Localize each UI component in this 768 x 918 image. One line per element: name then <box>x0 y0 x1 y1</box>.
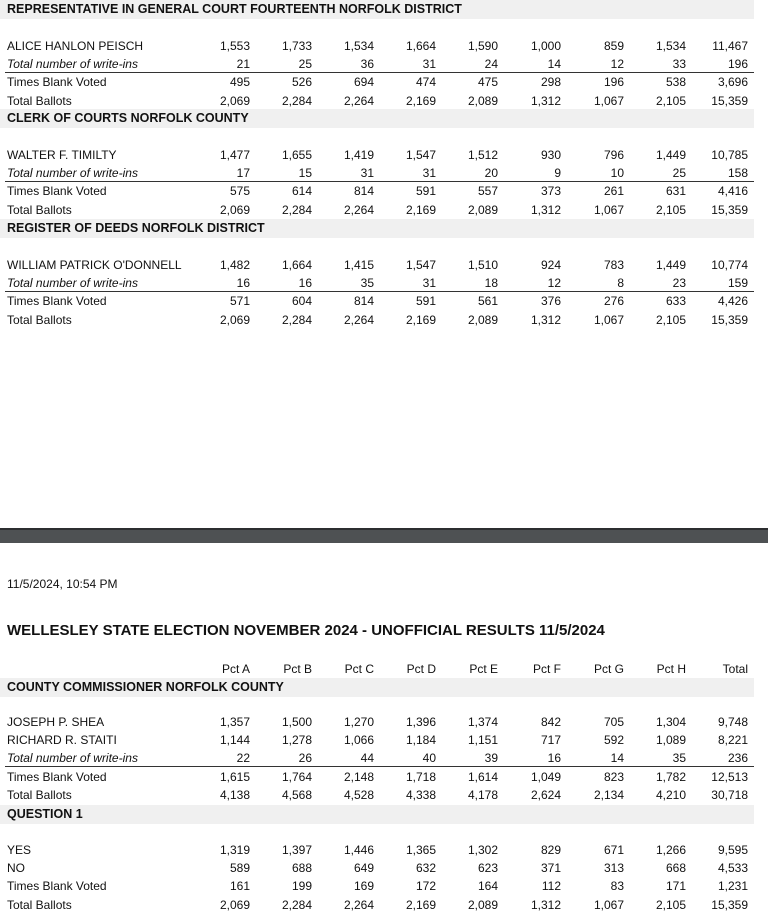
column-header-pct-d: Pct D <box>406 662 436 676</box>
cell-pct-a: 1,319 <box>219 843 250 857</box>
cell-pct-d: 2,169 <box>405 202 436 217</box>
row-label: Times Blank Voted <box>7 769 107 784</box>
cell-pct-h: 2,105 <box>655 202 686 217</box>
row-label: Times Blank Voted <box>7 75 107 90</box>
cell-pct-g: 1,067 <box>593 897 624 912</box>
cell-pct-h: 1,782 <box>655 769 686 784</box>
cell-total: 159 <box>727 276 748 291</box>
cell-pct-b: 1,764 <box>281 769 312 784</box>
cell-pct-e: 1,510 <box>467 258 498 272</box>
cell-total: 10,774 <box>711 258 748 272</box>
cell-pct-e: 623 <box>477 861 498 876</box>
cell-pct-h: 23 <box>672 276 686 291</box>
cell-pct-d: 40 <box>422 751 436 766</box>
cell-pct-c: 2,264 <box>343 93 374 108</box>
result-row-total-ballots <box>0 896 760 914</box>
cell-total: 12,513 <box>711 769 748 784</box>
cell-pct-a: 2,069 <box>219 93 250 108</box>
cell-pct-d: 632 <box>415 861 436 876</box>
cell-pct-a: 2,069 <box>219 897 250 912</box>
cell-pct-e: 561 <box>477 294 498 309</box>
column-header-pct-h: Pct H <box>656 662 686 676</box>
cell-pct-b: 688 <box>291 861 312 876</box>
cell-pct-e: 1,590 <box>467 39 498 53</box>
results-page-2 <box>0 543 768 918</box>
cell-pct-g: 8 <box>617 276 624 291</box>
row-label: Total Ballots <box>7 897 72 912</box>
cell-pct-a: 2,069 <box>219 202 250 217</box>
result-row-times-blank-voted <box>0 182 760 200</box>
cell-pct-f: 1,312 <box>530 93 561 108</box>
cell-pct-g: 671 <box>603 843 624 857</box>
result-row-total-number-of-write-ins <box>0 274 760 292</box>
cell-pct-h: 2,105 <box>655 312 686 327</box>
cell-pct-g: 1,067 <box>593 312 624 327</box>
cell-pct-c: 1,419 <box>343 148 374 162</box>
column-header-pct-g: Pct G <box>593 662 624 676</box>
section-title: CLERK OF COURTS NORFOLK COUNTY <box>0 109 754 128</box>
cell-pct-g: 14 <box>610 751 624 766</box>
cell-pct-c: 2,264 <box>343 312 374 327</box>
cell-pct-f: 1,000 <box>530 39 561 53</box>
cell-pct-b: 604 <box>291 294 312 309</box>
cell-total: 8,221 <box>717 733 748 748</box>
cell-pct-h: 1,534 <box>655 39 686 53</box>
cell-pct-b: 1,397 <box>281 843 312 857</box>
cell-pct-e: 39 <box>484 751 498 766</box>
cell-pct-h: 35 <box>672 751 686 766</box>
cell-pct-c: 814 <box>353 184 374 199</box>
cell-pct-d: 31 <box>422 276 436 291</box>
cell-pct-g: 823 <box>603 769 624 784</box>
cell-pct-c: 4,528 <box>343 787 374 802</box>
cell-pct-f: 842 <box>540 715 561 729</box>
result-row-times-blank-voted <box>0 73 760 91</box>
cell-pct-f: 717 <box>540 733 561 748</box>
cell-pct-a: 4,138 <box>219 787 250 802</box>
cell-pct-b: 2,284 <box>281 312 312 327</box>
cell-pct-b: 526 <box>291 75 312 90</box>
result-row-william-patrick-o-donnell <box>0 256 760 274</box>
cell-pct-h: 538 <box>665 75 686 90</box>
cell-pct-d: 1,547 <box>405 148 436 162</box>
cell-pct-h: 25 <box>672 166 686 181</box>
cell-pct-c: 1,066 <box>343 733 374 748</box>
cell-pct-b: 1,500 <box>281 715 312 729</box>
cell-pct-d: 1,547 <box>405 258 436 272</box>
cell-pct-f: 16 <box>547 751 561 766</box>
cell-total: 15,359 <box>711 312 748 327</box>
cell-pct-g: 1,067 <box>593 202 624 217</box>
row-label: Total Ballots <box>7 202 72 217</box>
cell-pct-f: 9 <box>554 166 561 181</box>
cell-pct-a: 1,357 <box>219 715 250 729</box>
cell-total: 3,696 <box>717 75 748 90</box>
result-row-times-blank-voted <box>0 768 760 786</box>
result-row-total-number-of-write-ins <box>0 55 760 73</box>
cell-pct-e: 1,614 <box>467 769 498 784</box>
cell-pct-e: 2,089 <box>467 312 498 327</box>
cell-pct-b: 25 <box>298 57 312 72</box>
cell-pct-f: 298 <box>540 75 561 90</box>
cell-pct-g: 859 <box>603 39 624 53</box>
cell-pct-d: 172 <box>415 879 436 894</box>
cell-pct-d: 1,718 <box>405 769 436 784</box>
cell-pct-h: 2,105 <box>655 93 686 108</box>
cell-total: 30,718 <box>711 787 748 802</box>
cell-pct-f: 924 <box>540 258 561 272</box>
cell-total: 4,426 <box>717 294 748 309</box>
result-row-total-number-of-write-ins <box>0 164 760 182</box>
result-row-total-ballots <box>0 92 760 110</box>
section-title: QUESTION 1 <box>0 805 754 824</box>
cell-pct-c: 1,415 <box>343 258 374 272</box>
section-title: REPRESENTATIVE IN GENERAL COURT FOURTEENTH NORFOLK DISTRICT <box>0 0 754 19</box>
cell-pct-f: 1,049 <box>530 769 561 784</box>
cell-pct-b: 4,568 <box>281 787 312 802</box>
row-label: JOSEPH P. SHEA <box>7 715 105 729</box>
cell-pct-b: 16 <box>298 276 312 291</box>
cell-pct-e: 1,374 <box>467 715 498 729</box>
column-header-pct-c: Pct C <box>344 662 374 676</box>
row-label: Total number of write-ins <box>7 751 138 766</box>
cell-pct-g: 83 <box>610 879 624 894</box>
row-label: YES <box>7 843 32 857</box>
row-label: WALTER F. TIMILTY <box>7 148 117 162</box>
cell-pct-b: 1,733 <box>281 39 312 53</box>
cell-pct-c: 1,534 <box>343 39 374 53</box>
cell-pct-b: 1,655 <box>281 148 312 162</box>
cell-pct-a: 17 <box>236 166 250 181</box>
row-label: Total number of write-ins <box>7 276 138 291</box>
row-label: ALICE HANLON PEISCH <box>7 39 144 53</box>
cell-pct-g: 1,067 <box>593 93 624 108</box>
cell-pct-d: 4,338 <box>405 787 436 802</box>
cell-pct-d: 474 <box>415 75 436 90</box>
result-row-joseph-p-shea <box>0 713 760 731</box>
cell-pct-d: 591 <box>415 294 436 309</box>
cell-total: 158 <box>727 166 748 181</box>
cell-pct-g: 705 <box>603 715 624 729</box>
row-label: Total Ballots <box>7 787 72 802</box>
cell-pct-e: 2,089 <box>467 897 498 912</box>
cell-pct-c: 2,264 <box>343 202 374 217</box>
cell-pct-e: 475 <box>477 75 498 90</box>
cell-pct-a: 22 <box>236 751 250 766</box>
cell-pct-d: 591 <box>415 184 436 199</box>
cell-pct-e: 164 <box>477 879 498 894</box>
cell-pct-a: 16 <box>236 276 250 291</box>
result-row-walter-f-timilty <box>0 146 760 164</box>
column-header-pct-f: Pct F <box>532 662 561 676</box>
row-label: Total number of write-ins <box>7 57 138 72</box>
cell-pct-g: 196 <box>603 75 624 90</box>
cell-pct-f: 1,312 <box>530 312 561 327</box>
cell-pct-f: 14 <box>547 57 561 72</box>
cell-pct-a: 1,477 <box>219 148 250 162</box>
cell-pct-f: 371 <box>540 861 561 876</box>
cell-pct-a: 575 <box>229 184 250 199</box>
cell-pct-c: 814 <box>353 294 374 309</box>
cell-pct-e: 557 <box>477 184 498 199</box>
cell-total: 15,359 <box>711 202 748 217</box>
cell-pct-e: 1,151 <box>467 733 498 748</box>
cell-pct-g: 276 <box>603 294 624 309</box>
cell-pct-e: 2,089 <box>467 93 498 108</box>
cell-pct-f: 2,624 <box>530 787 561 802</box>
cell-pct-f: 930 <box>540 148 561 162</box>
cell-pct-b: 2,284 <box>281 897 312 912</box>
cell-pct-f: 12 <box>547 276 561 291</box>
row-label: Times Blank Voted <box>7 294 107 309</box>
cell-pct-a: 1,482 <box>219 258 250 272</box>
column-header-pct-b: Pct B <box>283 662 312 676</box>
result-row-no <box>0 859 760 877</box>
cell-pct-g: 592 <box>603 733 624 748</box>
result-row-total-ballots <box>0 201 760 219</box>
cell-pct-h: 631 <box>665 184 686 199</box>
cell-pct-e: 1,512 <box>467 148 498 162</box>
cell-pct-d: 1,365 <box>405 843 436 857</box>
cell-pct-g: 796 <box>603 148 624 162</box>
cell-pct-h: 4,210 <box>655 787 686 802</box>
cell-pct-c: 2,148 <box>343 769 374 784</box>
result-row-yes <box>0 841 760 859</box>
cell-pct-a: 2,069 <box>219 312 250 327</box>
column-header-total: Total <box>722 662 748 676</box>
result-row-times-blank-voted <box>0 292 760 310</box>
cell-pct-f: 373 <box>540 184 561 199</box>
cell-pct-d: 31 <box>422 57 436 72</box>
cell-pct-a: 1,553 <box>219 39 250 53</box>
cell-pct-d: 1,396 <box>405 715 436 729</box>
row-label: WILLIAM PATRICK O'DONNELL <box>7 258 182 272</box>
row-label: Total number of write-ins <box>7 166 138 181</box>
cell-pct-e: 4,178 <box>467 787 498 802</box>
row-label: Total Ballots <box>7 312 72 327</box>
cell-pct-e: 18 <box>484 276 498 291</box>
report-title: WELLESLEY STATE ELECTION NOVEMBER 2024 - UNOFFICIAL RESULTS 11/5/2024 <box>7 622 605 639</box>
row-label: NO <box>7 861 25 876</box>
cell-pct-a: 21 <box>236 57 250 72</box>
cell-total: 9,748 <box>717 715 748 729</box>
cell-pct-h: 1,266 <box>655 843 686 857</box>
cell-pct-b: 15 <box>298 166 312 181</box>
cell-pct-c: 35 <box>360 276 374 291</box>
cell-total: 196 <box>727 57 748 72</box>
cell-pct-e: 20 <box>484 166 498 181</box>
cell-pct-g: 2,134 <box>593 787 624 802</box>
cell-pct-f: 376 <box>540 294 561 309</box>
column-header-pct-a: Pct A <box>221 662 250 676</box>
column-header-pct-e: Pct E <box>469 662 498 676</box>
cell-total: 11,467 <box>712 39 748 53</box>
cell-pct-g: 261 <box>603 184 624 199</box>
row-label: RICHARD R. STAITI <box>7 733 117 748</box>
row-label: Times Blank Voted <box>7 184 107 199</box>
cell-total: 4,416 <box>717 184 748 199</box>
cell-pct-d: 2,169 <box>405 897 436 912</box>
cell-pct-c: 694 <box>353 75 374 90</box>
cell-pct-h: 1,089 <box>655 733 686 748</box>
cell-total: 10,785 <box>711 148 748 162</box>
cell-pct-d: 1,184 <box>405 733 436 748</box>
cell-pct-a: 1,144 <box>219 733 250 748</box>
cell-pct-g: 313 <box>603 861 624 876</box>
cell-total: 15,359 <box>711 897 748 912</box>
section-title: REGISTER OF DEEDS NORFOLK DISTRICT <box>0 219 754 238</box>
section-title: COUNTY COMMISSIONER NORFOLK COUNTY <box>0 678 754 697</box>
cell-pct-a: 495 <box>229 75 250 90</box>
cell-pct-d: 2,169 <box>405 312 436 327</box>
cell-pct-f: 1,312 <box>530 897 561 912</box>
cell-pct-h: 668 <box>665 861 686 876</box>
cell-pct-c: 1,270 <box>343 715 374 729</box>
cell-pct-b: 26 <box>298 751 312 766</box>
cell-pct-c: 36 <box>360 57 374 72</box>
result-row-richard-r-staiti <box>0 731 760 749</box>
cell-pct-c: 31 <box>360 166 374 181</box>
cell-pct-e: 2,089 <box>467 202 498 217</box>
cell-pct-c: 1,446 <box>343 843 374 857</box>
cell-pct-h: 1,449 <box>655 148 686 162</box>
cell-pct-b: 1,278 <box>281 733 312 748</box>
cell-pct-b: 2,284 <box>281 93 312 108</box>
cell-pct-b: 614 <box>291 184 312 199</box>
cell-pct-h: 1,449 <box>655 258 686 272</box>
cell-pct-c: 169 <box>353 879 374 894</box>
page-divider <box>0 528 768 543</box>
cell-pct-g: 783 <box>603 258 624 272</box>
cell-total: 4,533 <box>717 861 748 876</box>
report-timestamp: 11/5/2024, 10:54 PM <box>7 577 118 591</box>
cell-pct-a: 589 <box>229 861 250 876</box>
cell-pct-h: 633 <box>665 294 686 309</box>
cell-pct-e: 24 <box>484 57 498 72</box>
cell-pct-b: 1,664 <box>281 258 312 272</box>
cell-pct-d: 31 <box>422 166 436 181</box>
cell-pct-d: 2,169 <box>405 93 436 108</box>
cell-pct-a: 571 <box>229 294 250 309</box>
cell-pct-e: 1,302 <box>467 843 498 857</box>
result-row-total-ballots <box>0 311 760 329</box>
cell-pct-g: 12 <box>610 57 624 72</box>
cell-pct-h: 1,304 <box>655 715 686 729</box>
cell-pct-c: 44 <box>360 751 374 766</box>
cell-pct-h: 2,105 <box>655 897 686 912</box>
cell-pct-c: 2,264 <box>343 897 374 912</box>
cell-pct-c: 649 <box>353 861 374 876</box>
cell-pct-g: 10 <box>610 166 624 181</box>
result-row-alice-hanlon-peisch <box>0 37 760 55</box>
result-row-times-blank-voted <box>0 877 760 895</box>
result-row-total-number-of-write-ins <box>0 749 760 767</box>
cell-pct-f: 112 <box>541 879 561 894</box>
cell-pct-a: 161 <box>229 879 250 894</box>
row-label: Times Blank Voted <box>7 879 107 894</box>
cell-total: 9,595 <box>717 843 748 857</box>
cell-total: 15,359 <box>711 93 748 108</box>
cell-pct-a: 1,615 <box>219 769 250 784</box>
cell-pct-f: 829 <box>540 843 561 857</box>
cell-pct-h: 33 <box>672 57 686 72</box>
result-row-total-ballots <box>0 786 760 804</box>
cell-total: 1,231 <box>717 879 748 894</box>
cell-total: 236 <box>727 751 748 766</box>
cell-pct-b: 2,284 <box>281 202 312 217</box>
cell-pct-f: 1,312 <box>530 202 561 217</box>
cell-pct-b: 199 <box>291 879 312 894</box>
row-label: Total Ballots <box>7 93 72 108</box>
cell-pct-h: 171 <box>665 879 686 894</box>
cell-pct-d: 1,664 <box>405 39 436 53</box>
